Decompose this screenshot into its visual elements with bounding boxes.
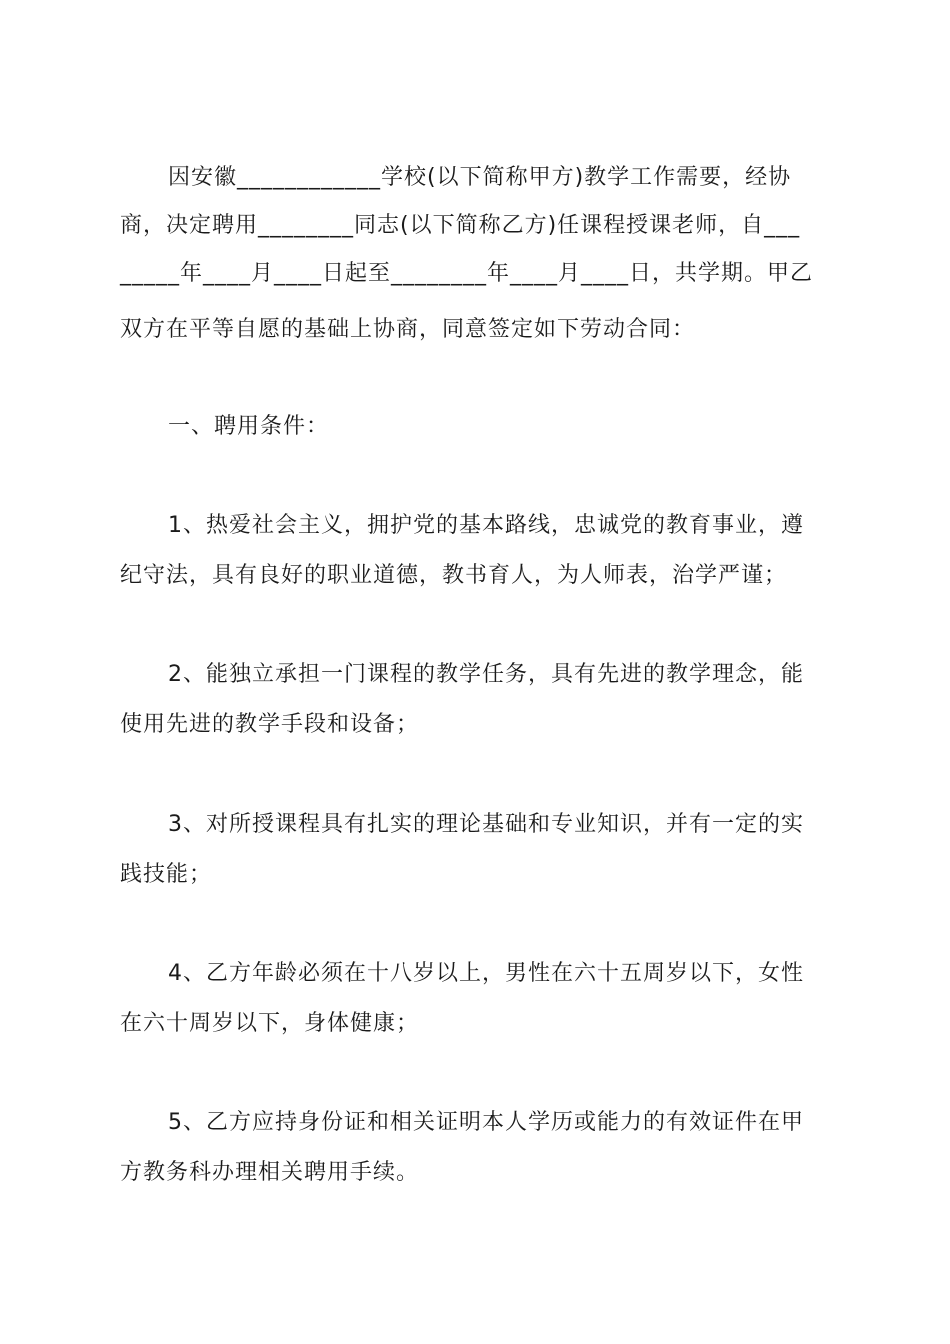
condition-item-4-line-2: 在六十周岁以下，身体健康；: [120, 1011, 420, 1036]
condition-item-3-line-2: 践技能；: [120, 862, 213, 887]
section-heading: 一、聘用条件：: [168, 414, 330, 439]
intro-line-3: _____年____月____日起至________年____月____日，共学期。甲乙: [120, 261, 814, 286]
intro-line-1: 因安徽____________学校(以下简称甲方)教学工作需要，经协: [168, 165, 792, 190]
intro-line-4: 双方在平等自愿的基础上协商，同意签定如下劳动合同：: [120, 317, 696, 342]
condition-item-2-line-1: 2、能独立承担一门课程的教学任务，具有先进的教学理念，能: [168, 662, 804, 687]
condition-item-1-line-2: 纪守法，具有良好的职业道德，教书育人，为人师表，治学严谨；: [120, 563, 788, 588]
condition-item-3-line-1: 3、对所授课程具有扎实的理论基础和专业知识，并有一定的实: [168, 812, 804, 837]
condition-item-2-line-2: 使用先进的教学手段和设备；: [120, 712, 420, 737]
intro-line-2: 商，决定聘用________同志(以下简称乙方)任课程授课老师，自___: [120, 213, 801, 238]
condition-item-4-line-1: 4、乙方年龄必须在十八岁以上，男性在六十五周岁以下，女性: [168, 961, 804, 986]
condition-item-5-line-2: 方教务科办理相关聘用手续。: [120, 1160, 420, 1185]
condition-item-1-line-1: 1、热爱社会主义，拥护党的基本路线，忠诚党的教育事业，遵: [168, 513, 804, 538]
condition-item-5-line-1: 5、乙方应持身份证和相关证明本人学历或能力的有效证件在甲: [168, 1110, 804, 1135]
